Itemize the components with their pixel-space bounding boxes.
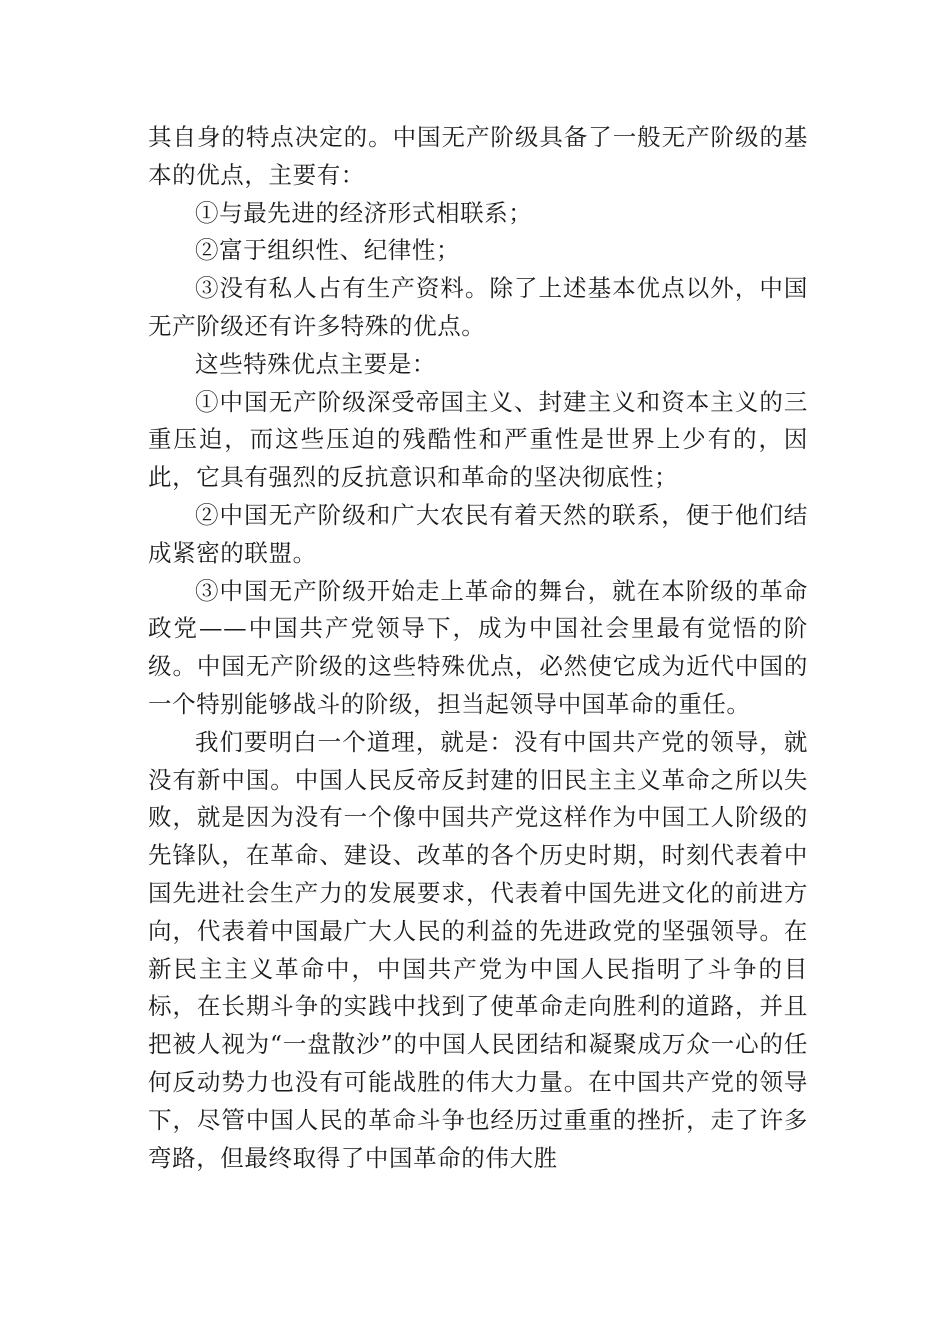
- paragraph: ②中国无产阶级和广大农民有着天然的联系，便于他们结成紧密的联盟。: [148, 500, 808, 567]
- paragraph: ③没有私人占有生产资料。除了上述基本优点以外，中国无产阶级还有许多特殊的优点。: [148, 274, 808, 340]
- paragraph: ①中国无产阶级深受帝国主义、封建主义和资本主义的三重压迫，而这些压迫的残酷性和严重性是世界上少有的，因此，它具有强烈的反抗意识和革命的坚决彻底性；: [148, 387, 808, 492]
- paragraph: 我们要明白一个道理，就是：没有中国共产党的领导，就没有新中国。中国人民反帝反封建的旧民主主义革命之所以失败，就是因为没有一个像中国共产党这样作为中国工人阶级的先锋队，在革命、建设、改革的各个历史时期，时刻代表着中国先进社会生产力的发展要求，代表着中国先进文化的前进方向，代表着中国最广大人民的利益的先进政党的坚强领导。在新民主主义革命中，中国共产党为中国人民指明了斗争的目标，在长期斗争的实践中找到了使革命走向胜利的道路，并且把被人视为“一盘散沙”的中国人民团结和凝聚成万众一心的任何反动势力也没有可能战胜的伟大力量。在中国共产党的领导下，尽管中国人民的革命斗争也经历过重重的挫折，走了许多弯路，但最终取得了中国革命的伟大胜: [148, 727, 808, 1172]
- paragraph: ③中国无产阶级开始走上革命的舞台，就在本阶级的革命政党——中国共产党领导下，成为中国社会里最有觉悟的阶级。中国无产阶级的这些特殊优点，必然使它成为近代中国的一个特别能够战斗的阶级，担当起领导中国革命的重任。: [148, 576, 808, 718]
- paragraph: ②富于组织性、纪律性；: [195, 236, 461, 265]
- paragraph: 其自身的特点决定的。中国无产阶级具备了一般无产阶级的基本的优点，主要有：: [148, 123, 808, 189]
- paragraph: ①与最先进的经济形式相联系；: [195, 198, 533, 227]
- document-body: [148, 119, 808, 1177]
- paragraph: 这些特殊优点主要是：: [195, 349, 436, 378]
